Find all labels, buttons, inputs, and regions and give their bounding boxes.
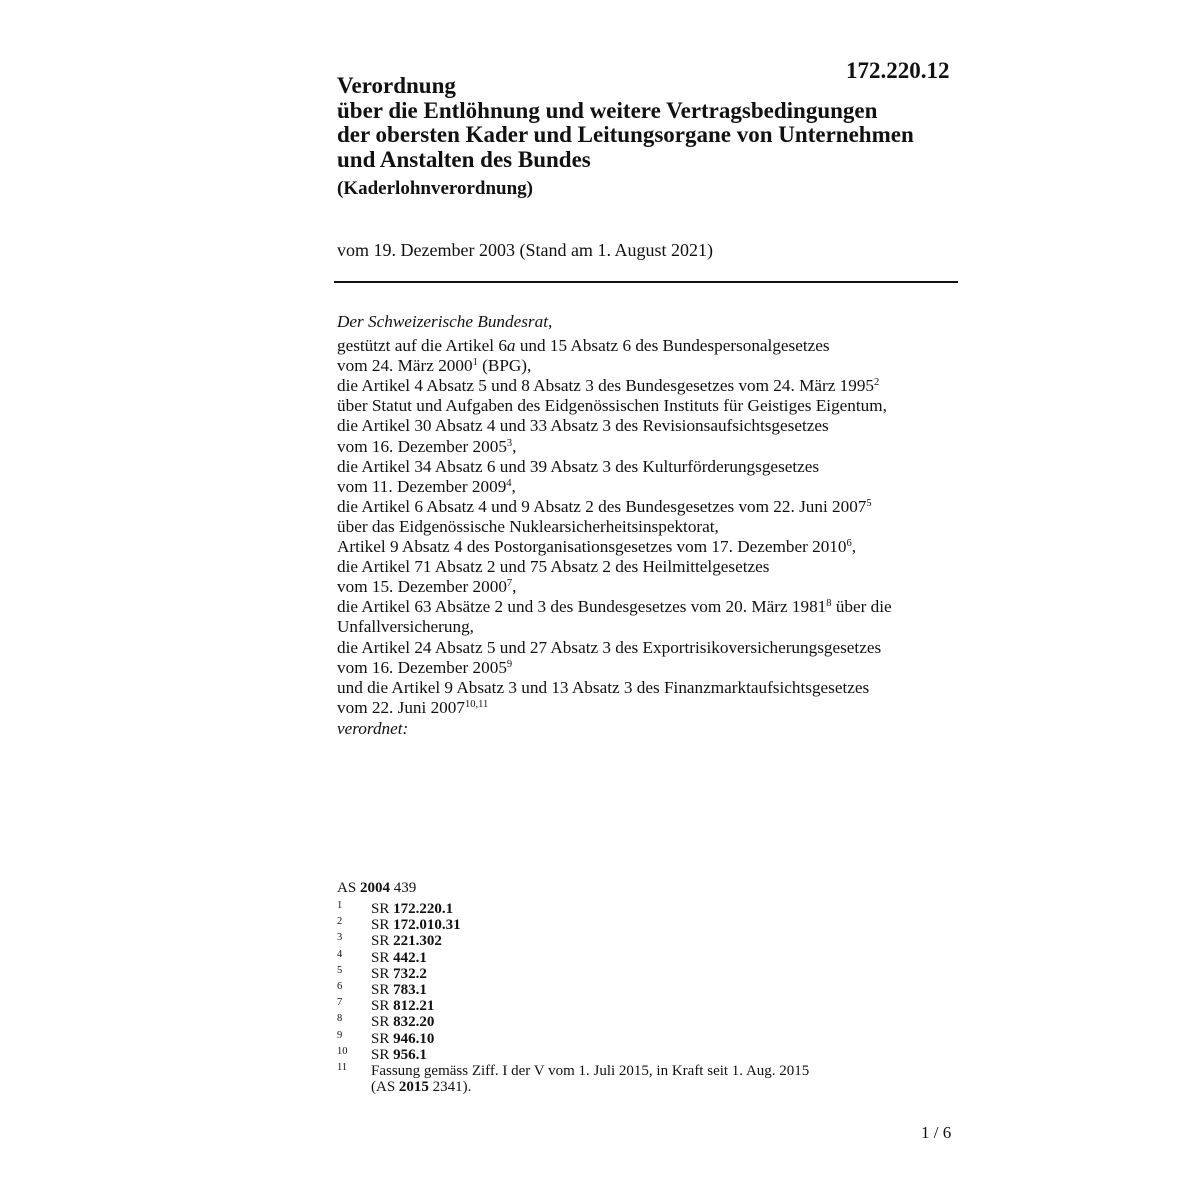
document-short-title: (Kaderlohnverordnung)	[337, 178, 534, 199]
footnote-11-text: Fassung gemäss Ziff. I der V vom 1. Juli 2015, in Kraft seit 1. Aug. 2015	[371, 1063, 810, 1080]
document-date: vom 19. Dezember 2003 (Stand am 1. August 2021)	[337, 240, 713, 260]
footnote-11-suffix: 2341).	[428, 1079, 472, 1096]
preamble-text: über das Eidgenössische Nuklearsicherheitsinspektorat,	[337, 516, 719, 536]
footnote-prefix: SR	[371, 1014, 394, 1031]
footnote-prefix: SR	[371, 965, 394, 982]
preamble-text: ,	[512, 577, 517, 597]
preamble-text: vom 24. März 2000	[337, 356, 473, 376]
preamble-line	[337, 617, 977, 637]
preamble-text: ,	[851, 537, 857, 557]
footnote-number: 2	[337, 916, 343, 928]
footnote-marker: 2	[874, 377, 880, 389]
preamble-text: und die Artikel 9 Absatz 3 und 13 Absatz 3 des Finanzmarktaufsichtsgesetzes	[337, 677, 870, 697]
footnote-marker: 3	[506, 437, 513, 449]
preamble-text: vom 16. Dezember 2005	[337, 436, 507, 456]
footnote-sr-reference: 946.10	[393, 1030, 435, 1047]
footnote-prefix: SR	[371, 1030, 394, 1047]
preamble-text: die Artikel 30 Absatz 4 und 33 Absatz 3 des Revisionsaufsichtsgesetzes	[337, 416, 829, 436]
preamble-body	[337, 336, 977, 718]
footnote-marker: 9	[506, 658, 513, 670]
footnote-number: 8	[337, 1013, 343, 1025]
footnote-number: 7	[337, 997, 343, 1009]
title-divider	[334, 281, 958, 283]
preamble-line	[337, 517, 977, 537]
preamble-line	[337, 396, 977, 416]
footnote-marker: 1	[472, 357, 478, 369]
footnote-sr-reference: 956.1	[393, 1046, 427, 1063]
footnote-sr-reference: 442.1	[393, 949, 427, 966]
footnote-marker: 8	[826, 598, 832, 610]
footnote-number: 5	[337, 964, 343, 976]
footnote-item	[337, 982, 957, 998]
footnote-11-prefix: (AS	[371, 1079, 399, 1096]
preamble-line	[337, 597, 977, 617]
footnote-item	[337, 1047, 957, 1063]
preamble-text: Artikel 9 Absatz 4 des Postorganisationsgesetzes vom 17. Dezember 2010	[337, 537, 847, 557]
as-prefix: AS	[337, 880, 360, 896]
footnote-prefix: SR	[371, 933, 394, 950]
preamble-line	[337, 477, 977, 497]
footnote-number: 1	[337, 900, 343, 911]
preamble-text: vom 16. Dezember 2005	[337, 657, 507, 677]
footnote-marker: 4	[506, 477, 512, 489]
preamble-line	[337, 658, 977, 678]
preamble-text: Unfallversicherung,	[337, 617, 474, 637]
footnote-sr-reference: 783.1	[393, 982, 427, 999]
preamble-line	[337, 356, 977, 376]
footnote-sr-reference: 221.302	[393, 933, 442, 950]
footnote-sr-reference: 732.2	[393, 965, 427, 982]
preamble-text: die Artikel 6 Absatz 4 und 9 Absatz 2 des Bundesgesetzes vom 22. Juni 2007	[337, 496, 867, 516]
footnote-number: 11	[337, 1062, 348, 1074]
preamble-line	[337, 416, 977, 436]
preamble-text: vom 15. Dezember 2000	[337, 577, 507, 597]
preamble-line	[337, 437, 977, 457]
preamble-text: ,	[512, 436, 517, 456]
preamble-line	[337, 457, 977, 477]
footnote-marker: 5	[866, 497, 872, 509]
preamble-text: die Artikel 4 Absatz 5 und 8 Absatz 3 des Bundesgesetzes vom 24. März 1995	[337, 376, 875, 396]
preamble-outro: verordnet:	[337, 718, 409, 738]
preamble-text: vom 11. Dezember 2009	[337, 476, 507, 496]
footnote-number: 9	[337, 1029, 343, 1041]
footnote-number: 4	[337, 948, 343, 960]
preamble-line	[337, 376, 977, 396]
preamble-text: gestützt auf die Artikel 6	[337, 336, 507, 356]
preamble-line	[337, 678, 977, 698]
footnote-prefix: SR	[371, 1046, 394, 1063]
footnote-item	[337, 933, 957, 949]
title-line: Verordnung	[337, 73, 456, 98]
preamble-line	[337, 638, 977, 658]
preamble	[337, 312, 977, 739]
preamble-text: vom 22. Juni 2007	[337, 697, 465, 717]
footnote-item	[337, 1014, 957, 1030]
preamble-text: die Artikel 34 Absatz 6 und 39 Absatz 3 des Kulturförderungsgesetzes	[337, 456, 820, 476]
as-year: 2004	[359, 880, 390, 896]
footnote-item	[337, 998, 957, 1014]
as-reference	[337, 880, 416, 897]
footnote-marker: 6	[846, 538, 852, 550]
footnote-sr-reference: 172.010.31	[393, 917, 461, 934]
page-number: 1 / 6	[921, 1123, 952, 1142]
preamble-text: ,	[511, 476, 516, 496]
footnote-item	[337, 917, 957, 933]
footnote-marker: 10,11	[464, 698, 489, 710]
article-letter: a	[506, 336, 516, 356]
footnote-item	[337, 901, 957, 917]
title-line: und Anstalten des Bundes	[337, 146, 591, 172]
footnote-number: 6	[337, 981, 343, 993]
preamble-intro: Der Schweizerische Bundesrat,	[337, 312, 553, 331]
sr-number: 172.220.12	[846, 58, 950, 83]
title-line: der obersten Kader und Leitungsorgane von Unternehmen	[337, 122, 914, 147]
footnote-sr-reference: 172.220.1	[393, 901, 454, 917]
footnote-prefix: SR	[371, 901, 394, 917]
preamble-line	[337, 698, 977, 718]
footnotes	[337, 901, 957, 1095]
footnote-number: 3	[337, 932, 343, 944]
footnote-sr-reference: 812.21	[393, 998, 435, 1015]
preamble-line	[337, 577, 977, 597]
footnote-list	[337, 901, 957, 1063]
footnote-prefix: SR	[371, 949, 394, 966]
document-title	[337, 74, 977, 172]
footnote-sr-reference: 832.20	[393, 1014, 435, 1031]
footnote-prefix: SR	[371, 917, 394, 934]
footnote-item	[337, 966, 957, 982]
footnote-item	[337, 1031, 957, 1047]
as-page: 439	[389, 880, 417, 896]
preamble-line	[337, 497, 977, 517]
preamble-text: die Artikel 63 Absätze 2 und 3 des Bundesgesetzes vom 20. März 1981	[337, 597, 827, 617]
preamble-line	[337, 537, 977, 557]
title-line: über die Entlöhnung und weitere Vertragsbedingungen	[337, 97, 878, 123]
footnote-item	[337, 950, 957, 966]
preamble-text: die Artikel 24 Absatz 5 und 27 Absatz 3 des Exportrisikoversicherungsgesetzes	[337, 637, 882, 657]
preamble-line	[337, 557, 977, 577]
footnote-11	[337, 1063, 957, 1095]
footnote-prefix: SR	[371, 998, 394, 1015]
preamble-text: (BPG),	[477, 356, 532, 376]
footnote-11-year: 2015	[398, 1079, 429, 1096]
preamble-line	[337, 336, 977, 356]
preamble-text: und 15 Absatz 6 des Bundespersonalgesetzes	[515, 336, 830, 356]
footnote-marker: 7	[506, 578, 513, 590]
preamble-text: über die	[831, 597, 892, 617]
footnote-prefix: SR	[371, 982, 394, 999]
footnote-number: 10	[337, 1045, 348, 1057]
preamble-text: die Artikel 71 Absatz 2 und 75 Absatz 2 des Heilmittelgesetzes	[337, 557, 770, 577]
preamble-text: über Statut und Aufgaben des Eidgenössischen Instituts für Geistiges Eigentum,	[337, 396, 887, 416]
